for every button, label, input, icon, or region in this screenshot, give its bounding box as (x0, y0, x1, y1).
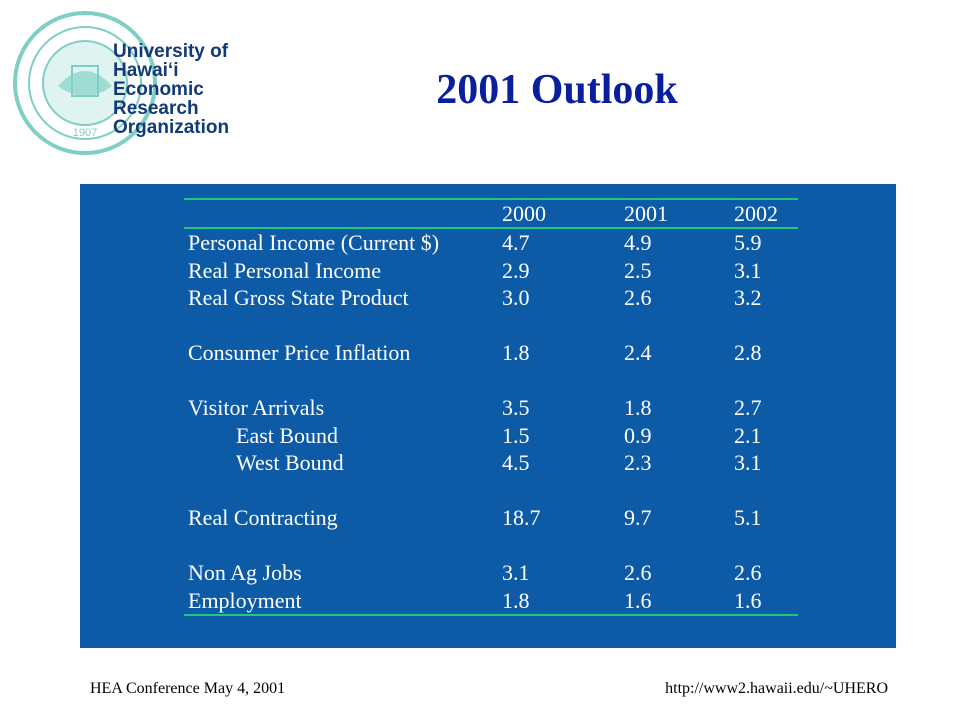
cell-value: 2.1 (734, 422, 762, 448)
cell-value: 2.9 (502, 257, 530, 283)
table-row (184, 257, 798, 285)
table-row (184, 284, 798, 312)
cell-value: 5.1 (734, 505, 762, 530)
cell-value: 2.4 (624, 340, 652, 365)
table-row (184, 559, 798, 587)
row-label: Consumer Price Inflation (188, 340, 411, 365)
cell-value: 4.9 (624, 230, 652, 255)
cell-value: 2.3 (624, 450, 652, 475)
cell-value: 3.0 (502, 285, 530, 310)
column-header: 2000 (502, 201, 546, 226)
row-label: Visitor Arrivals (188, 395, 325, 420)
table-row (184, 339, 798, 367)
cell-value: 4.7 (502, 230, 530, 255)
cell-value: 3.1 (734, 257, 762, 283)
table-row (184, 394, 798, 422)
row-label: Real Personal Income (188, 257, 382, 283)
footer-conference: HEA Conference May 4, 2001 (90, 680, 286, 697)
row-label: Personal Income (Current $) (188, 230, 440, 255)
row-label: Non Ag Jobs (188, 560, 302, 585)
cell-value: 9.7 (624, 505, 652, 530)
table-spacer (184, 532, 798, 560)
cell-value: 3.5 (502, 395, 530, 420)
cell-value: 2.6 (734, 560, 762, 585)
row-label: West Bound (236, 450, 344, 475)
cell-value: 2.6 (624, 285, 652, 310)
cell-value: 1.6 (734, 587, 762, 613)
column-header: 2002 (734, 201, 778, 226)
table-header-row (184, 200, 798, 229)
cell-value: 2.5 (624, 257, 652, 283)
logo-line-3: Economic (113, 79, 204, 100)
cell-value: 3.2 (734, 285, 762, 310)
cell-value: 1.5 (502, 422, 530, 448)
outlook-table (184, 198, 798, 616)
row-label: East Bound (236, 422, 339, 448)
column-header: 2001 (624, 201, 668, 226)
logo-line-1: University of (113, 41, 229, 62)
cell-value: 18.7 (502, 505, 541, 530)
logo-line-5: Organization (113, 117, 230, 138)
cell-value: 1.8 (502, 587, 530, 613)
cell-value: 3.1 (734, 450, 762, 475)
table-row (184, 587, 798, 615)
table-row (184, 229, 798, 257)
cell-value: 5.9 (734, 230, 762, 255)
table-spacer (184, 477, 798, 505)
logo-line-4: Research (113, 98, 199, 119)
row-label: Real Contracting (188, 505, 338, 530)
row-label: Employment (188, 587, 302, 613)
cell-value: 0.9 (624, 422, 652, 448)
cell-value: 1.8 (502, 340, 530, 365)
cell-value: 1.6 (624, 587, 652, 613)
cell-value: 2.7 (734, 395, 762, 420)
table-row (184, 422, 798, 450)
row-label: Real Gross State Product (188, 285, 409, 310)
cell-value: 1.8 (624, 395, 652, 420)
outlook-panel (80, 184, 896, 648)
table-row (184, 504, 798, 532)
slide-title: 2001 Outlook (436, 67, 678, 113)
cell-value: 2.8 (734, 340, 762, 365)
cell-value: 2.6 (624, 560, 652, 585)
logo-line-2: Hawai‘i (113, 60, 179, 81)
cell-value: 3.1 (502, 560, 530, 585)
table-spacer (184, 312, 798, 340)
table-spacer (184, 367, 798, 395)
cell-value: 4.5 (502, 450, 530, 475)
table-row (184, 449, 798, 477)
seal-year: 1907 (72, 127, 98, 139)
footer-url: http://www2.hawaii.edu/~UHERO (665, 680, 888, 697)
